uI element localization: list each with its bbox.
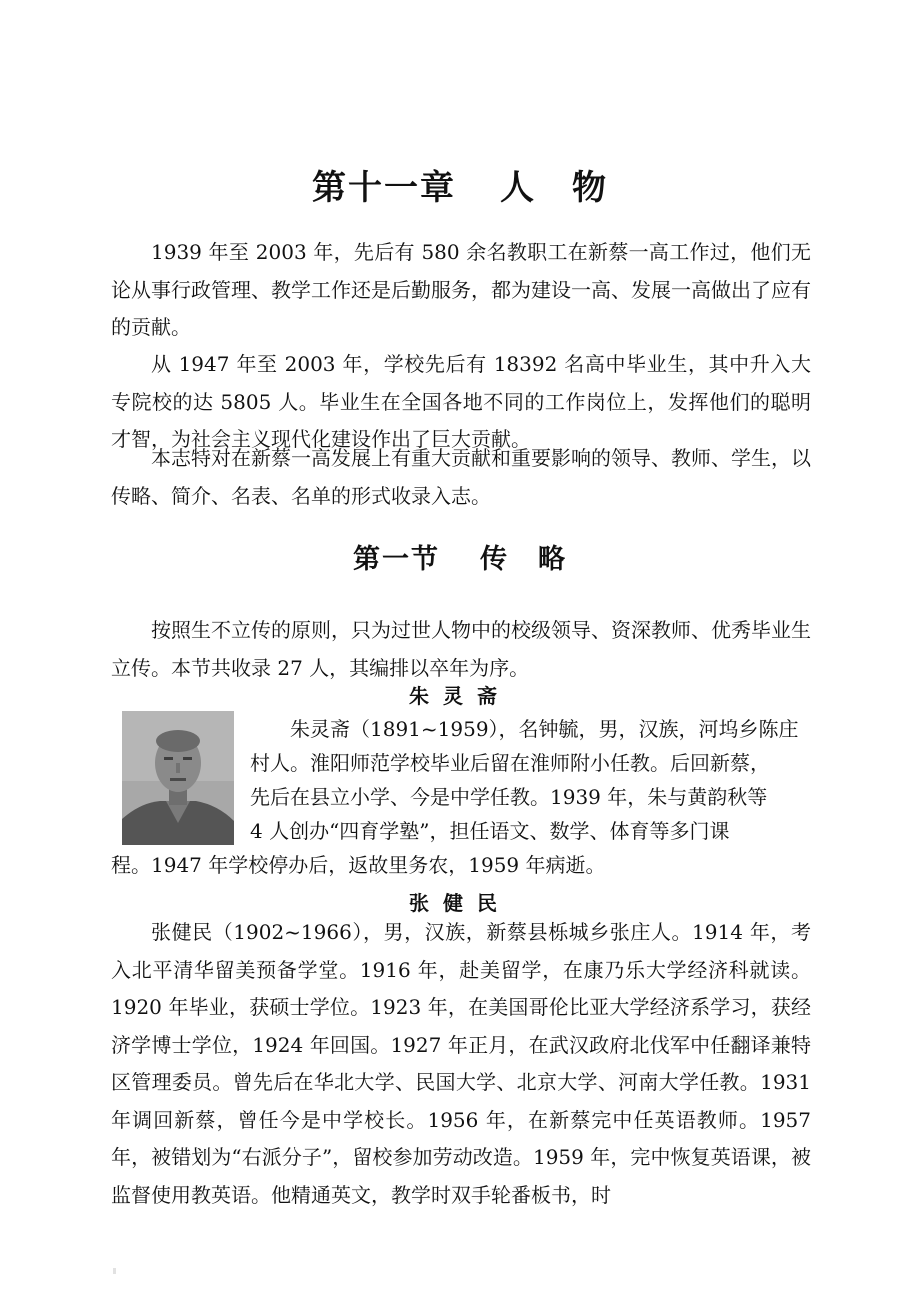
intro-paragraph-3: 本志特对在新蔡一高发展上有重大贡献和重要影响的领导、教师、学生，以传略、简介、名表、名单的形式收录入志。 <box>111 446 811 508</box>
chapter-name: 人 物 <box>500 168 608 208</box>
scan-mark <box>113 1268 116 1274</box>
bio-line-3: 先后在县立小学、今是中学任教。1939 年，朱与黄韵秋等 <box>250 785 768 809</box>
portrait-photo-svg <box>122 711 234 845</box>
intro-paragraph-1: 1939 年至 2003 年，先后有 580 余名教职工在新蔡一高工作过，他们无论从事行政管理、教学工作还是后勤服务，都为建设一高、发展一高做出了应有的贡献。 <box>111 240 811 339</box>
bio-line-2: 村人。淮阳师范学校毕业后留在淮师附小任教。后回新蔡， <box>250 751 770 775</box>
section-title <box>0 537 920 576</box>
intro-paragraph-2: 从 1947 年至 2003 年，学校先后有 18392 名高中毕业生，其中升入大专院校的达 5805 人。毕业生在全国各地不同的工作岗位上，发挥他们的聪明才智，为社会主义现代化建设作出了巨大贡献。 <box>111 352 811 451</box>
section-intro-paragraph: 按照生不立传的原则，只为过世人物中的校级领导、资深教师、优秀毕业生立传。本节共收录 27 人，其编排以卒年为序。 <box>111 618 811 680</box>
bio-zhang-jianmin: 张健民（1902~1966），男，汉族，新蔡县栎城乡张庄人。1914 年，考入北平清华留美预备学堂。1916 年，赴美留学，在康乃乐大学经济科就读。1920 年毕业，获硕士学位。1923 年，在美国哥伦比亚大学经济系学习，获经济学博士学位，1924 年回国。1927 年正月，在武汉政府北伐军中任翻译兼特区管理委员。曾先后在华北大学、民国大学、北京大学、河南大学任教。1931 年调回新蔡，曾任今是中学校长。1956 年，在新蔡完中任英语教师。1957 年，被错划为“右派分子”，留校参加劳动改造。1959 年，完中恢复英语课，被监督使用教英语。他精通英文，教学时双手轮番板书，时 <box>111 920 811 1207</box>
person-name-zhu-lingzhai: 朱灵斋 <box>409 684 511 708</box>
bio-line-1: 朱灵斋（1891~1959），名钟毓，男，汉族，河坞乡陈庄 <box>290 717 799 741</box>
chapter-title <box>0 160 920 209</box>
chapter-number: 第十一章 <box>312 168 456 208</box>
person-name-zhang-jianmin: 张健民 <box>409 891 511 915</box>
section-name: 传 略 <box>480 544 567 575</box>
section-number: 第一节 <box>353 544 440 575</box>
portrait-photo-icon <box>122 711 234 845</box>
bio-line-4: 4 人创办“四育学塾”，担任语文、数学、体育等多门课 <box>250 819 730 843</box>
bio-line-5: 程。1947 年学校停办后，返故里务农，1959 年病逝。 <box>111 853 606 877</box>
